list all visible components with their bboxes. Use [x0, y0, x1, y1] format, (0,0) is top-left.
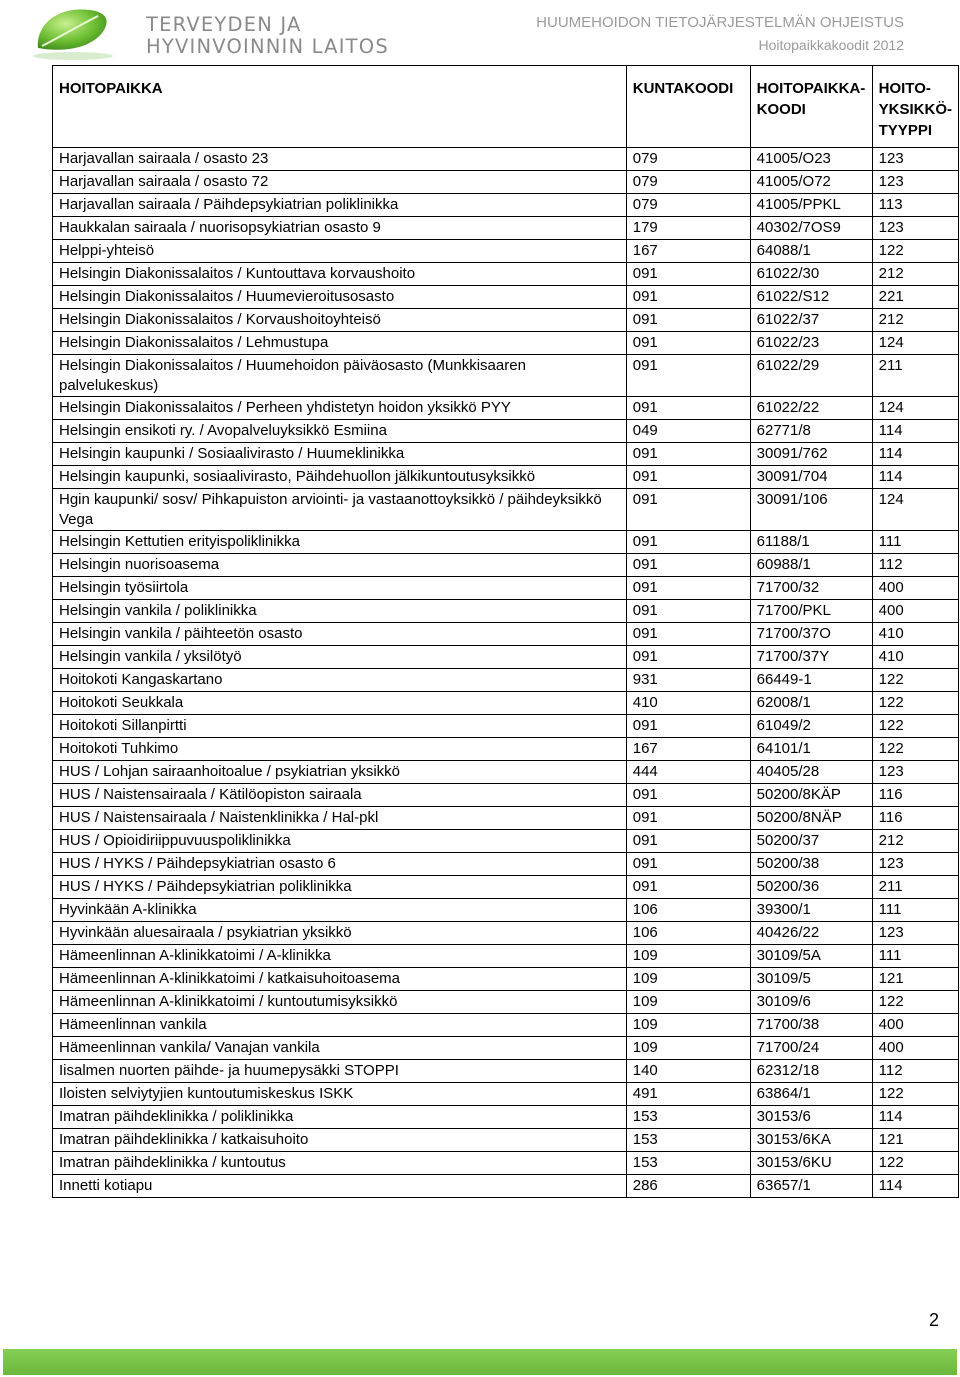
cell-kuntakoodi: 091 [626, 646, 750, 669]
cell-kuntakoodi: 106 [626, 922, 750, 945]
table-row [53, 309, 959, 332]
cell-kuntakoodi: 091 [626, 309, 750, 332]
cell-hoitopaikkakoodi: 71700/37O [750, 623, 872, 646]
cell-yksikkotyyppi: 400 [872, 1037, 958, 1060]
page-number: 2 [928, 1310, 939, 1330]
cell-yksikkotyyppi: 114 [872, 420, 958, 443]
table-row [53, 148, 959, 171]
cell-kuntakoodi: 167 [626, 240, 750, 263]
table-row [53, 899, 959, 922]
cell-hoitopaikka: Innetti kotiapu [53, 1175, 627, 1198]
cell-kuntakoodi: 079 [626, 171, 750, 194]
cell-hoitopaikkakoodi: 71700/PKL [750, 600, 872, 623]
cell-hoitopaikkakoodi: 71700/37Y [750, 646, 872, 669]
cell-kuntakoodi: 091 [626, 623, 750, 646]
cell-kuntakoodi: 140 [626, 1060, 750, 1083]
cell-kuntakoodi: 109 [626, 1014, 750, 1037]
table-row [53, 623, 959, 646]
cell-yksikkotyyppi: 111 [872, 899, 958, 922]
cell-hoitopaikkakoodi: 60988/1 [750, 554, 872, 577]
cell-hoitopaikka: Helsingin Diakonissalaitos / Kuntouttava korvaushoito [53, 263, 627, 286]
cell-hoitopaikkakoodi: 61022/30 [750, 263, 872, 286]
cell-kuntakoodi: 091 [626, 876, 750, 899]
document-header [536, 13, 904, 55]
header-hoitopaikka: HOITOPAIKKA [53, 66, 627, 148]
cell-hoitopaikkakoodi: 40405/28 [750, 761, 872, 784]
cell-kuntakoodi: 153 [626, 1106, 750, 1129]
cell-hoitopaikka: Hoitokoti Kangaskartano [53, 669, 627, 692]
cell-hoitopaikka: Iisalmen nuorten päihde- ja huumepysäkki STOPPI [53, 1060, 627, 1083]
cell-hoitopaikkakoodi: 71700/32 [750, 577, 872, 600]
cell-kuntakoodi: 079 [626, 194, 750, 217]
cell-hoitopaikka: Imatran päihdeklinikka / poliklinikka [53, 1106, 627, 1129]
cell-hoitopaikka: Helsingin Diakonissalaitos / Huumehoidon päiväosasto (Munkkisaaren palvelukeskus) [53, 355, 627, 397]
cell-hoitopaikkakoodi: 50200/8NÄP [750, 807, 872, 830]
cell-hoitopaikkakoodi: 40426/22 [750, 922, 872, 945]
cell-kuntakoodi: 109 [626, 945, 750, 968]
cell-hoitopaikkakoodi: 50200/38 [750, 853, 872, 876]
cell-hoitopaikka: Helsingin nuorisoasema [53, 554, 627, 577]
cell-yksikkotyyppi: 116 [872, 784, 958, 807]
cell-yksikkotyyppi: 122 [872, 715, 958, 738]
table-row [53, 466, 959, 489]
cell-kuntakoodi: 091 [626, 554, 750, 577]
table-row [53, 1175, 959, 1198]
cell-yksikkotyyppi: 122 [872, 1083, 958, 1106]
cell-yksikkotyyppi: 124 [872, 332, 958, 355]
org-name-line1: TERVEYDEN JA [146, 13, 302, 36]
header-hoitopaikkakoodi: HOITOPAIKKA-KOODI [750, 66, 872, 148]
cell-kuntakoodi: 106 [626, 899, 750, 922]
table-row [53, 692, 959, 715]
table-body [53, 148, 959, 1198]
cell-hoitopaikkakoodi: 39300/1 [750, 899, 872, 922]
cell-yksikkotyyppi: 123 [872, 922, 958, 945]
thl-logo [28, 4, 388, 60]
table-row [53, 1106, 959, 1129]
cell-kuntakoodi: 931 [626, 669, 750, 692]
cell-kuntakoodi: 091 [626, 784, 750, 807]
cell-hoitopaikka: Helsingin kaupunki, sosiaalivirasto, Päihdehuollon jälkikuntoutusyksikkö [53, 466, 627, 489]
cell-kuntakoodi: 091 [626, 830, 750, 853]
cell-hoitopaikkakoodi: 30109/5A [750, 945, 872, 968]
cell-hoitopaikkakoodi: 30109/6 [750, 991, 872, 1014]
cell-yksikkotyyppi: 123 [872, 761, 958, 784]
cell-kuntakoodi: 286 [626, 1175, 750, 1198]
cell-hoitopaikka: Hyvinkään aluesairaala / psykiatrian yksikkö [53, 922, 627, 945]
cell-hoitopaikka: Harjavallan sairaala / osasto 72 [53, 171, 627, 194]
cell-hoitopaikka: Helsingin Diakonissalaitos / Korvaushoitoyhteisö [53, 309, 627, 332]
cell-yksikkotyyppi: 123 [872, 853, 958, 876]
table-row [53, 1037, 959, 1060]
cell-kuntakoodi: 091 [626, 443, 750, 466]
table-header-row [53, 66, 959, 148]
cell-yksikkotyyppi: 114 [872, 466, 958, 489]
care-unit-table [52, 65, 959, 1198]
cell-hoitopaikkakoodi: 66449-1 [750, 669, 872, 692]
table-row [53, 420, 959, 443]
cell-yksikkotyyppi: 221 [872, 286, 958, 309]
cell-hoitopaikka: Helsingin vankila / yksilötyö [53, 646, 627, 669]
table-row [53, 1014, 959, 1037]
cell-kuntakoodi: 091 [626, 332, 750, 355]
cell-yksikkotyyppi: 114 [872, 1106, 958, 1129]
cell-yksikkotyyppi: 410 [872, 646, 958, 669]
cell-kuntakoodi: 049 [626, 420, 750, 443]
table-row [53, 991, 959, 1014]
cell-hoitopaikkakoodi: 61022/22 [750, 397, 872, 420]
cell-yksikkotyyppi: 122 [872, 738, 958, 761]
table-row [53, 807, 959, 830]
cell-yksikkotyyppi: 111 [872, 945, 958, 968]
cell-yksikkotyyppi: 124 [872, 489, 958, 531]
cell-hoitopaikkakoodi: 61022/23 [750, 332, 872, 355]
table-row [53, 332, 959, 355]
table-row [53, 853, 959, 876]
cell-hoitopaikkakoodi: 30091/704 [750, 466, 872, 489]
cell-hoitopaikka: Helsingin Diakonissalaitos / Lehmustupa [53, 332, 627, 355]
cell-hoitopaikkakoodi: 71700/24 [750, 1037, 872, 1060]
cell-hoitopaikka: Helsingin vankila / päihteetön osasto [53, 623, 627, 646]
cell-kuntakoodi: 091 [626, 466, 750, 489]
cell-kuntakoodi: 444 [626, 761, 750, 784]
cell-kuntakoodi: 091 [626, 715, 750, 738]
leaf-logo-icon [28, 4, 118, 62]
cell-hoitopaikka: Hoitokoti Tuhkimo [53, 738, 627, 761]
cell-yksikkotyyppi: 113 [872, 194, 958, 217]
cell-hoitopaikka: Hämeenlinnan vankila/ Vanajan vankila [53, 1037, 627, 1060]
table-row [53, 240, 959, 263]
cell-yksikkotyyppi: 400 [872, 1014, 958, 1037]
cell-hoitopaikkakoodi: 40302/7OS9 [750, 217, 872, 240]
cell-yksikkotyyppi: 121 [872, 1129, 958, 1152]
cell-kuntakoodi: 167 [626, 738, 750, 761]
cell-yksikkotyyppi: 211 [872, 355, 958, 397]
cell-hoitopaikkakoodi: 63864/1 [750, 1083, 872, 1106]
cell-yksikkotyyppi: 122 [872, 240, 958, 263]
cell-yksikkotyyppi: 122 [872, 692, 958, 715]
cell-hoitopaikkakoodi: 64088/1 [750, 240, 872, 263]
cell-hoitopaikka: HUS / Opioidiriippuvuuspoliklinikka [53, 830, 627, 853]
cell-hoitopaikka: Imatran päihdeklinikka / katkaisuhoito [53, 1129, 627, 1152]
cell-hoitopaikkakoodi: 63657/1 [750, 1175, 872, 1198]
header-yksikkotyyppi: HOITO-YKSIKKÖ-TYYPPI [872, 66, 958, 148]
cell-kuntakoodi: 091 [626, 397, 750, 420]
cell-hoitopaikka: Helsingin työsiirtola [53, 577, 627, 600]
cell-hoitopaikkakoodi: 30153/6KU [750, 1152, 872, 1175]
cell-hoitopaikkakoodi: 30153/6KA [750, 1129, 872, 1152]
cell-hoitopaikka: HUS / Naistensairaala / Naistenklinikka / Hal-pkl [53, 807, 627, 830]
cell-hoitopaikkakoodi: 30091/106 [750, 489, 872, 531]
table-row [53, 263, 959, 286]
table-row [53, 669, 959, 692]
cell-kuntakoodi: 109 [626, 1037, 750, 1060]
cell-hoitopaikka: Hoitokoti Sillanpirtti [53, 715, 627, 738]
cell-hoitopaikka: Hämeenlinnan A-klinikkatoimi / A-klinikka [53, 945, 627, 968]
table-row [53, 830, 959, 853]
cell-kuntakoodi: 109 [626, 991, 750, 1014]
cell-yksikkotyyppi: 111 [872, 531, 958, 554]
cell-yksikkotyyppi: 212 [872, 263, 958, 286]
cell-hoitopaikkakoodi: 50200/37 [750, 830, 872, 853]
cell-hoitopaikkakoodi: 41005/O23 [750, 148, 872, 171]
cell-kuntakoodi: 091 [626, 807, 750, 830]
cell-yksikkotyyppi: 123 [872, 148, 958, 171]
cell-hoitopaikkakoodi: 30109/5 [750, 968, 872, 991]
table-row [53, 646, 959, 669]
cell-hoitopaikkakoodi: 41005/O72 [750, 171, 872, 194]
cell-kuntakoodi: 091 [626, 853, 750, 876]
table-row [53, 355, 959, 397]
cell-hoitopaikka: Imatran päihdeklinikka / kuntoutus [53, 1152, 627, 1175]
cell-yksikkotyyppi: 116 [872, 807, 958, 830]
cell-hoitopaikkakoodi: 61049/2 [750, 715, 872, 738]
org-name-line2: HYVINVOINNIN LAITOS [146, 35, 389, 58]
table-row [53, 217, 959, 240]
cell-hoitopaikka: Haukkalan sairaala / nuorisopsykiatrian osasto 9 [53, 217, 627, 240]
cell-hoitopaikka: Hämeenlinnan A-klinikkatoimi / kuntoutumisyksikkö [53, 991, 627, 1014]
cell-hoitopaikka: HUS / HYKS / Päihdepsykiatrian osasto 6 [53, 853, 627, 876]
cell-hoitopaikkakoodi: 62771/8 [750, 420, 872, 443]
table-row [53, 761, 959, 784]
cell-yksikkotyyppi: 122 [872, 991, 958, 1014]
cell-yksikkotyyppi: 123 [872, 217, 958, 240]
cell-kuntakoodi: 091 [626, 489, 750, 531]
document-title: HUUMEHOIDON TIETOJÄRJESTELMÄN OHJEISTUS [536, 14, 904, 31]
table-row [53, 715, 959, 738]
table-row [53, 876, 959, 899]
table-row [53, 286, 959, 309]
table-row [53, 1083, 959, 1106]
table-row [53, 397, 959, 420]
cell-yksikkotyyppi: 112 [872, 554, 958, 577]
table-row [53, 784, 959, 807]
cell-hoitopaikka: Hämeenlinnan A-klinikkatoimi / katkaisuhoitoasema [53, 968, 627, 991]
table-row [53, 1060, 959, 1083]
cell-hoitopaikka: Iloisten selviytyjien kuntoutumiskeskus ISKK [53, 1083, 627, 1106]
table-row [53, 194, 959, 217]
table-row [53, 171, 959, 194]
table-row [53, 489, 959, 531]
header-kuntakoodi: KUNTAKOODI [626, 66, 750, 148]
cell-hoitopaikka: HUS / Naistensairaala / Kätilöopiston sairaala [53, 784, 627, 807]
cell-hoitopaikka: HUS / HYKS / Päihdepsykiatrian poliklinikka [53, 876, 627, 899]
cell-hoitopaikkakoodi: 61022/29 [750, 355, 872, 397]
table-row [53, 600, 959, 623]
cell-yksikkotyyppi: 112 [872, 1060, 958, 1083]
table-row [53, 945, 959, 968]
cell-yksikkotyyppi: 124 [872, 397, 958, 420]
cell-hoitopaikka: Hämeenlinnan vankila [53, 1014, 627, 1037]
cell-kuntakoodi: 091 [626, 286, 750, 309]
cell-hoitopaikkakoodi: 41005/PPKL [750, 194, 872, 217]
cell-kuntakoodi: 091 [626, 355, 750, 397]
table-row [53, 968, 959, 991]
cell-hoitopaikka: Harjavallan sairaala / osasto 23 [53, 148, 627, 171]
table-row [53, 554, 959, 577]
cell-hoitopaikkakoodi: 61188/1 [750, 531, 872, 554]
cell-kuntakoodi: 091 [626, 263, 750, 286]
cell-yksikkotyyppi: 211 [872, 876, 958, 899]
cell-hoitopaikka: Helsingin vankila / poliklinikka [53, 600, 627, 623]
cell-hoitopaikkakoodi: 50200/36 [750, 876, 872, 899]
cell-kuntakoodi: 179 [626, 217, 750, 240]
cell-yksikkotyyppi: 121 [872, 968, 958, 991]
table-row [53, 738, 959, 761]
cell-hoitopaikka: Hgin kaupunki/ sosv/ Pihkapuiston arviointi- ja vastaanottoyksikkö / päihdeyksikkö Vega [53, 489, 627, 531]
cell-kuntakoodi: 410 [626, 692, 750, 715]
cell-yksikkotyyppi: 122 [872, 669, 958, 692]
cell-hoitopaikka: Helsingin Kettutien erityispoliklinikka [53, 531, 627, 554]
cell-yksikkotyyppi: 212 [872, 830, 958, 853]
cell-kuntakoodi: 153 [626, 1152, 750, 1175]
cell-yksikkotyyppi: 400 [872, 577, 958, 600]
cell-hoitopaikka: Hoitokoti Seukkala [53, 692, 627, 715]
table-row [53, 1152, 959, 1175]
cell-yksikkotyyppi: 122 [872, 1152, 958, 1175]
cell-yksikkotyyppi: 114 [872, 443, 958, 466]
cell-yksikkotyyppi: 123 [872, 171, 958, 194]
cell-hoitopaikkakoodi: 61022/37 [750, 309, 872, 332]
cell-hoitopaikka: Helppi-yhteisö [53, 240, 627, 263]
cell-hoitopaikkakoodi: 30091/762 [750, 443, 872, 466]
cell-kuntakoodi: 091 [626, 531, 750, 554]
cell-hoitopaikkakoodi: 50200/8KÄP [750, 784, 872, 807]
cell-kuntakoodi: 079 [626, 148, 750, 171]
cell-yksikkotyyppi: 212 [872, 309, 958, 332]
cell-hoitopaikkakoodi: 62008/1 [750, 692, 872, 715]
table-row [53, 922, 959, 945]
footer-green-bar [3, 1349, 957, 1375]
cell-kuntakoodi: 091 [626, 577, 750, 600]
cell-hoitopaikka: Hyvinkään A-klinikka [53, 899, 627, 922]
cell-hoitopaikka: Helsingin Diakonissalaitos / Huumevieroitusosasto [53, 286, 627, 309]
cell-hoitopaikkakoodi: 30153/6 [750, 1106, 872, 1129]
cell-kuntakoodi: 091 [626, 600, 750, 623]
cell-hoitopaikka: HUS / Lohjan sairaanhoitoalue / psykiatrian yksikkö [53, 761, 627, 784]
cell-yksikkotyyppi: 410 [872, 623, 958, 646]
cell-hoitopaikka: Helsingin Diakonissalaitos / Perheen yhdistetyn hoidon yksikkö PYY [53, 397, 627, 420]
table-row [53, 443, 959, 466]
cell-kuntakoodi: 153 [626, 1129, 750, 1152]
cell-hoitopaikkakoodi: 64101/1 [750, 738, 872, 761]
cell-hoitopaikka: Helsingin ensikoti ry. / Avopalveluyksikkö Esmiina [53, 420, 627, 443]
cell-hoitopaikkakoodi: 71700/38 [750, 1014, 872, 1037]
cell-yksikkotyyppi: 114 [872, 1175, 958, 1198]
cell-hoitopaikkakoodi: 61022/S12 [750, 286, 872, 309]
cell-yksikkotyyppi: 400 [872, 600, 958, 623]
table-row [53, 531, 959, 554]
cell-hoitopaikkakoodi: 62312/18 [750, 1060, 872, 1083]
cell-hoitopaikka: Harjavallan sairaala / Päihdepsykiatrian poliklinikka [53, 194, 627, 217]
table-row [53, 1129, 959, 1152]
cell-kuntakoodi: 109 [626, 968, 750, 991]
cell-kuntakoodi: 491 [626, 1083, 750, 1106]
cell-hoitopaikka: Helsingin kaupunki / Sosiaalivirasto / Huumeklinikka [53, 443, 627, 466]
document-subtitle: Hoitopaikkakoodit 2012 [758, 37, 904, 53]
table-row [53, 577, 959, 600]
